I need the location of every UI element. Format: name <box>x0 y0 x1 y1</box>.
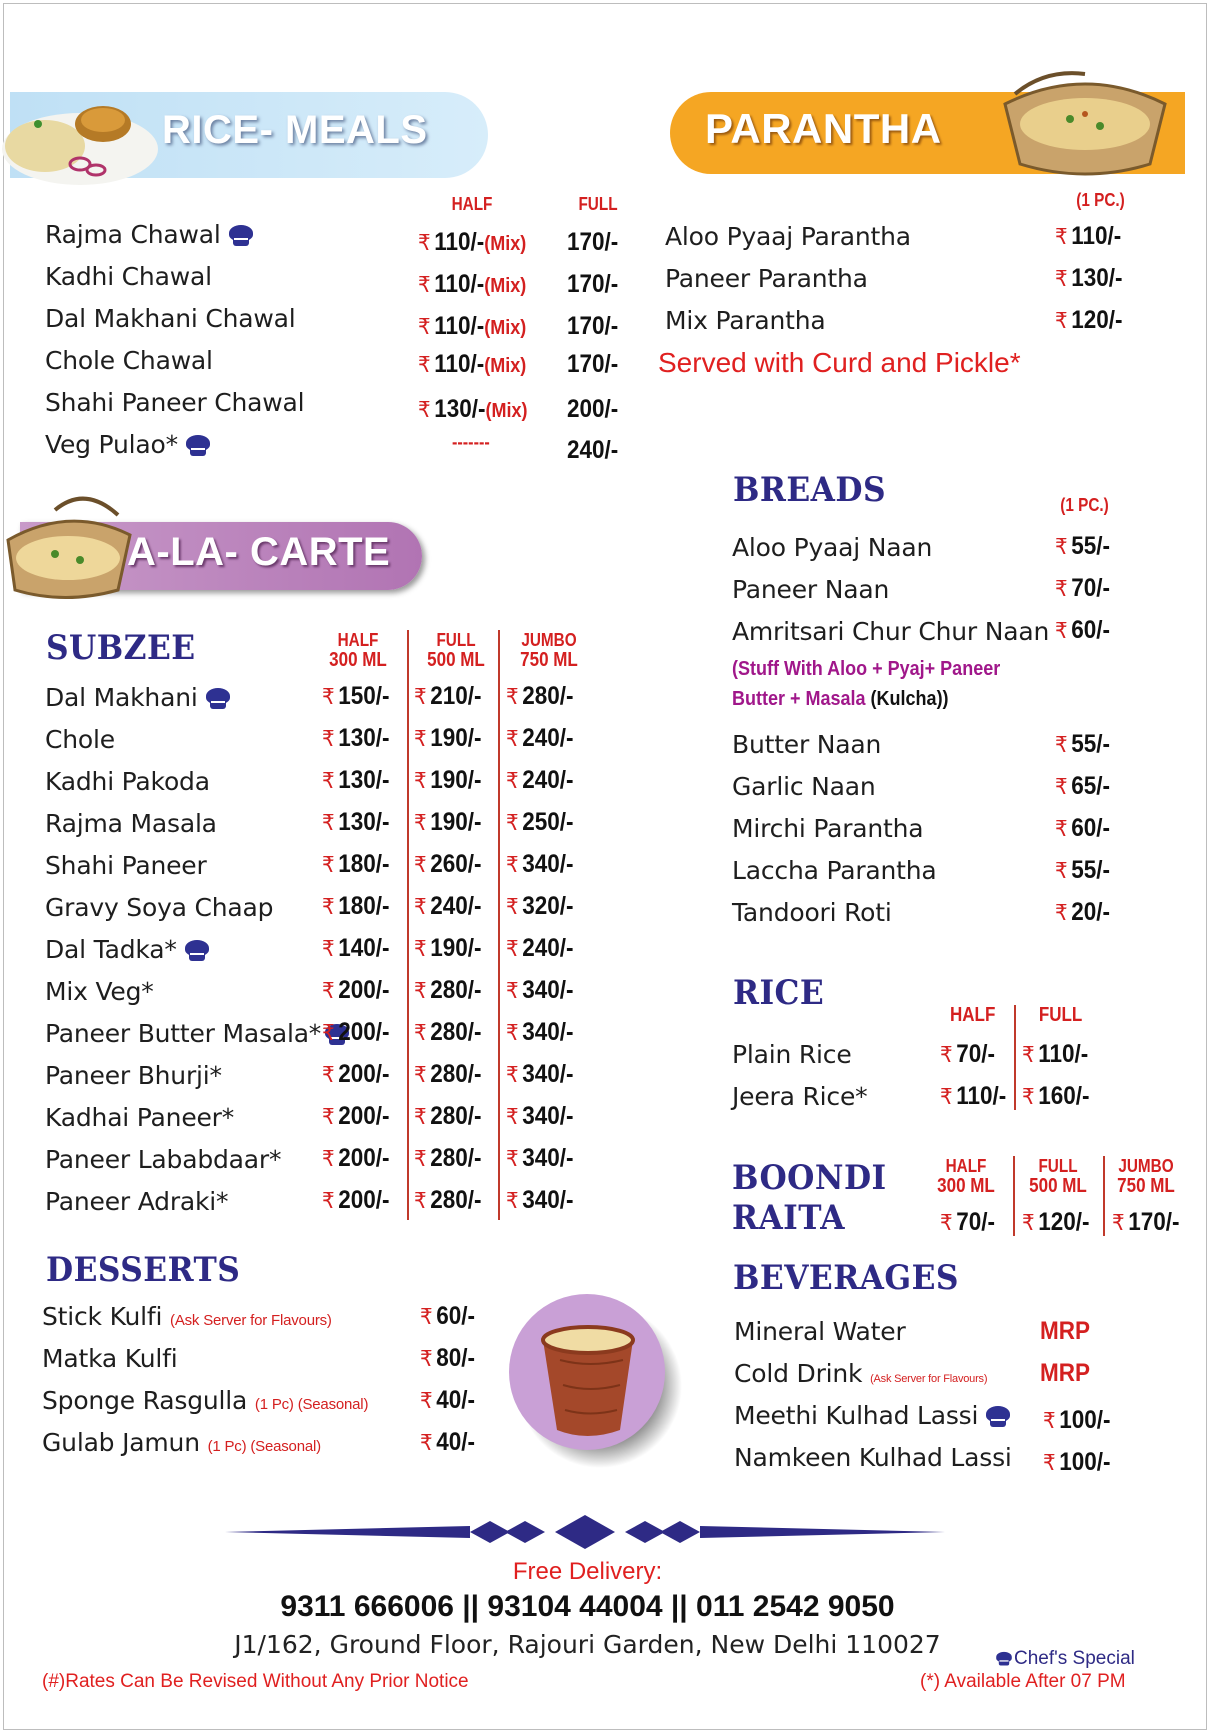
rice-meal-name: Kadhi Chawal <box>45 262 212 291</box>
alacarte-title: A-LA- CARTE <box>127 530 391 574</box>
desserts-title: DESSERTS <box>46 1250 241 1290</box>
subzee-jumbo-price: ₹ 250/- <box>506 808 574 836</box>
bread-item-price: ₹ 60/- <box>1055 814 1110 842</box>
subzee-half-price: ₹ 130/- <box>322 724 390 752</box>
parantha-unit-label: (1 PC.) <box>1076 190 1125 210</box>
beverage-price: ₹ 100/- <box>1043 1448 1111 1476</box>
rice-item-name: Jeera Rice* <box>732 1082 868 1111</box>
rice-meal-half-price: ₹ 110/-(Mix) <box>418 312 527 340</box>
rice-full-price: ₹ 110/- <box>1022 1040 1089 1068</box>
subzee-full-price: ₹ 240/- <box>414 892 482 920</box>
dessert-price: ₹ 80/- <box>420 1344 475 1372</box>
bread-item-price: ₹ 20/- <box>1055 898 1110 926</box>
subzee-half-price: ₹ 200/- <box>322 1060 390 1088</box>
rice-meal-full-price: 170/- <box>567 228 619 256</box>
raita-half-label: HALF 300 ML <box>937 1156 995 1197</box>
subzee-full-price: ₹ 280/- <box>414 976 482 1004</box>
beverages-title: BEVERAGES <box>733 1258 959 1298</box>
chef-hat-icon <box>204 688 232 710</box>
subzee-jumbo-price: ₹ 340/- <box>506 976 574 1004</box>
subzee-divider <box>498 630 500 1220</box>
rice-meal-half-price: ------- <box>452 432 490 452</box>
raita-full-label: FULL 500 ML <box>1029 1156 1087 1197</box>
bread-item-name: Paneer Naan <box>732 575 890 604</box>
subzee-half-price: ₹ 200/- <box>322 1186 390 1214</box>
rice-half-label: HALF <box>451 194 493 214</box>
subzee-divider <box>407 630 409 1220</box>
subzee-jumbo-price: ₹ 320/- <box>506 892 574 920</box>
dessert-item-name: Gulab Jamun (1 Pc) (Seasonal) <box>42 1428 321 1457</box>
raita-title: BOONDI RAITA <box>732 1158 887 1238</box>
parantha-item-name: Paneer Parantha <box>665 264 868 293</box>
subzee-full-price: ₹ 280/- <box>414 1186 482 1214</box>
bread-item-price: ₹ 55/- <box>1055 532 1110 560</box>
subzee-jumbo-price: ₹ 280/- <box>506 682 574 710</box>
subzee-half-price: ₹ 150/- <box>322 682 390 710</box>
subzee-item-name: Kadhai Paneer* <box>45 1103 235 1132</box>
raita-half-price: ₹ 70/- <box>940 1208 995 1236</box>
rice-full-label: FULL <box>1038 1004 1083 1026</box>
bread-item-price: ₹ 55/- <box>1055 730 1110 758</box>
rice-meal-full-price: 170/- <box>567 350 619 378</box>
raita-divider <box>1103 1156 1105 1236</box>
raita-jumbo-price: ₹ 170/- <box>1112 1208 1180 1236</box>
parantha-item-name: Aloo Pyaaj Parantha <box>665 222 911 251</box>
beverage-item-name: Meethi Kulhad Lassi <box>734 1401 1012 1430</box>
bread-item-name: Aloo Pyaaj Naan <box>732 533 933 562</box>
subzee-item-name: Gravy Soya Chaap <box>45 893 274 922</box>
bread-item-name: Laccha Parantha <box>732 856 937 885</box>
rice-meal-name: Shahi Paneer Chawal <box>45 388 305 417</box>
bread-item-name: Amritsari Chur Chur Naan <box>732 617 1050 646</box>
rice-full-label: FULL <box>578 194 618 214</box>
chef-hat-icon <box>227 225 255 247</box>
phone-numbers[interactable]: 9311 666006 || 93104 44004 || 011 2542 9050 <box>280 1590 895 1623</box>
dessert-price: ₹ 40/- <box>420 1386 475 1414</box>
subzee-item-name: Kadhi Pakoda <box>45 767 210 796</box>
parantha-item-name: Mix Parantha <box>665 306 826 335</box>
subzee-full-price: ₹ 280/- <box>414 1102 482 1130</box>
dessert-item-name: Sponge Rasgulla (1 Pc) (Seasonal) <box>42 1386 369 1415</box>
chef-hat-icon <box>183 940 211 962</box>
rice-divider <box>1014 1005 1016 1110</box>
raita-divider <box>1013 1156 1015 1236</box>
subzee-full-price: ₹ 260/- <box>414 850 482 878</box>
subzee-jumbo-price: ₹ 340/- <box>506 1186 574 1214</box>
beverage-price: MRP <box>1040 1359 1091 1387</box>
chur-chur-naan-note: (Stuff With Aloo + Pyaj+ Paneer Butter + Masala (Kulcha)) <box>732 658 1001 710</box>
chef-hat-icon <box>984 1406 1012 1428</box>
subzee-jumbo-price: ₹ 340/- <box>506 1102 574 1130</box>
subzee-half-price: ₹ 130/- <box>322 766 390 794</box>
bread-item-name: Tandoori Roti <box>732 898 892 927</box>
rice-meal-name: Dal Makhani Chawal <box>45 304 296 333</box>
subzee-item-name: Paneer Adraki* <box>45 1187 229 1216</box>
subzee-jumbo-price: ₹ 240/- <box>506 766 574 794</box>
kulhad-lassi-image <box>505 1290 685 1470</box>
subzee-full-price: ₹ 280/- <box>414 1144 482 1172</box>
subzee-half-price: ₹ 130/- <box>322 808 390 836</box>
subzee-item-name: Dal Makhani <box>45 683 232 712</box>
dessert-item-name: Matka Kulfi <box>42 1344 178 1373</box>
beverage-item-name: Namkeen Kulhad Lassi <box>734 1443 1012 1472</box>
rice-plate-image <box>0 84 165 189</box>
bread-item-price: ₹ 65/- <box>1055 772 1110 800</box>
rates-notice: (#)Rates Can Be Revised Without Any Prior Notice <box>42 1671 469 1692</box>
subzee-full-price: ₹ 280/- <box>414 1060 482 1088</box>
subzee-jumbo-price: ₹ 340/- <box>506 850 574 878</box>
rice-half-price: ₹ 70/- <box>940 1040 995 1068</box>
subzee-half-price: ₹ 140/- <box>322 934 390 962</box>
subzee-half-price: ₹ 180/- <box>322 892 390 920</box>
subzee-jumbo-price: ₹ 240/- <box>506 934 574 962</box>
subzee-full-label: FULL 500 ML <box>427 630 485 671</box>
beverage-item-name: Mineral Water <box>734 1317 906 1346</box>
subzee-half-price: ₹ 180/- <box>322 850 390 878</box>
rice-half-price: ₹ 110/- <box>940 1082 1007 1110</box>
rice-meal-name: Veg Pulao* <box>45 430 212 459</box>
parantha-title: PARANTHA <box>705 105 942 152</box>
subzee-jumbo-price: ₹ 340/- <box>506 1060 574 1088</box>
subzee-item-name: Shahi Paneer <box>45 851 207 880</box>
breads-title: BREADS <box>733 470 887 510</box>
subzee-item-name: Paneer Bhurji* <box>45 1061 222 1090</box>
subzee-half-price: ₹ 200/- <box>322 1144 390 1172</box>
beverage-price: MRP <box>1040 1317 1091 1345</box>
rice-title: RICE <box>733 973 825 1013</box>
rice-meal-half-price: ₹ 110/-(Mix) <box>418 350 527 378</box>
rice-meal-full-price: 200/- <box>567 395 619 423</box>
bread-item-name: Mirchi Parantha <box>732 814 924 843</box>
subzee-item-name: Paneer Lababdaar* <box>45 1145 282 1174</box>
subzee-item-name: Paneer Butter Masala* <box>45 1019 351 1048</box>
rice-meal-full-price: 170/- <box>567 312 619 340</box>
raita-full-price: ₹ 120/- <box>1022 1208 1090 1236</box>
rice-full-price: ₹ 160/- <box>1022 1082 1090 1110</box>
subzee-half-label: HALF 300 ML <box>329 630 387 671</box>
chef-hat-icon <box>995 1652 1013 1666</box>
parantha-served-note: Served with Curd and Pickle* <box>658 347 1021 378</box>
bread-item-name: Garlic Naan <box>732 772 876 801</box>
diamond-divider <box>225 1512 945 1552</box>
bread-item-price: ₹ 60/- <box>1055 616 1110 644</box>
beverage-price: ₹ 100/- <box>1043 1406 1111 1434</box>
bread-item-name: Butter Naan <box>732 730 882 759</box>
subzee-full-price: ₹ 280/- <box>414 1018 482 1046</box>
rice-meal-half-price: ₹ 130/-(Mix) <box>418 395 528 423</box>
dessert-price: ₹ 40/- <box>420 1428 475 1456</box>
subzee-jumbo-label: JUMBO 750 ML <box>520 630 578 671</box>
subzee-title: SUBZEE <box>46 628 196 668</box>
bread-item-price: ₹ 70/- <box>1055 574 1110 602</box>
availability-note: (*) Available After 07 PM <box>920 1671 1126 1692</box>
rice-meal-full-price: 240/- <box>567 436 619 464</box>
subzee-item-name: Rajma Masala <box>45 809 217 838</box>
rice-meal-name: Chole Chawal <box>45 346 213 375</box>
rice-item-name: Plain Rice <box>732 1040 852 1069</box>
parantha-item-price: ₹ 120/- <box>1055 306 1123 334</box>
subzee-full-price: ₹ 190/- <box>414 766 482 794</box>
subzee-half-price: ₹ 200/- <box>322 1102 390 1130</box>
chef-hat-icon <box>184 435 212 457</box>
subzee-jumbo-price: ₹ 240/- <box>506 724 574 752</box>
subzee-full-price: ₹ 190/- <box>414 808 482 836</box>
subzee-full-price: ₹ 190/- <box>414 724 482 752</box>
parantha-basket-image <box>985 64 1185 184</box>
subzee-jumbo-price: ₹ 340/- <box>506 1018 574 1046</box>
subzee-full-price: ₹ 210/- <box>414 682 482 710</box>
chef-special-legend: Chef's Special <box>996 1648 1135 1670</box>
rice-meal-half-price: ₹ 110/-(Mix) <box>418 228 527 256</box>
parantha-item-price: ₹ 110/- <box>1055 222 1122 250</box>
raita-jumbo-label: JUMBO 750 ML <box>1117 1156 1175 1197</box>
subzee-item-name: Mix Veg* <box>45 977 154 1006</box>
dessert-price: ₹ 60/- <box>420 1302 475 1330</box>
bread-item-price: ₹ 55/- <box>1055 856 1110 884</box>
free-delivery-label: Free Delivery: <box>512 1558 663 1585</box>
beverage-item-name: Cold Drink (Ask Server for Flavours) <box>734 1359 988 1388</box>
rice-meals-title: RICE- MEALS <box>162 108 428 152</box>
rice-meal-name: Rajma Chawal <box>45 220 255 249</box>
address: J1/162, Ground Floor, Rajouri Garden, New Delhi 110027 <box>234 1630 941 1659</box>
subzee-jumbo-price: ₹ 340/- <box>506 1144 574 1172</box>
dessert-item-name: Stick Kulfi (Ask Server for Flavours) <box>42 1302 332 1331</box>
subzee-item-name: Dal Tadka* <box>45 935 211 964</box>
subzee-full-price: ₹ 190/- <box>414 934 482 962</box>
rice-meal-full-price: 170/- <box>567 270 619 298</box>
naan-basket-image <box>0 490 135 605</box>
parantha-item-price: ₹ 130/- <box>1055 264 1123 292</box>
subzee-item-name: Chole <box>45 725 115 754</box>
rice-meal-half-price: ₹ 110/-(Mix) <box>418 270 527 298</box>
subzee-half-price: ₹ 200/- <box>322 1018 390 1046</box>
breads-unit-label: (1 PC.) <box>1060 495 1109 515</box>
rice-half-label: HALF <box>949 1004 996 1026</box>
subzee-half-price: ₹ 200/- <box>322 976 390 1004</box>
